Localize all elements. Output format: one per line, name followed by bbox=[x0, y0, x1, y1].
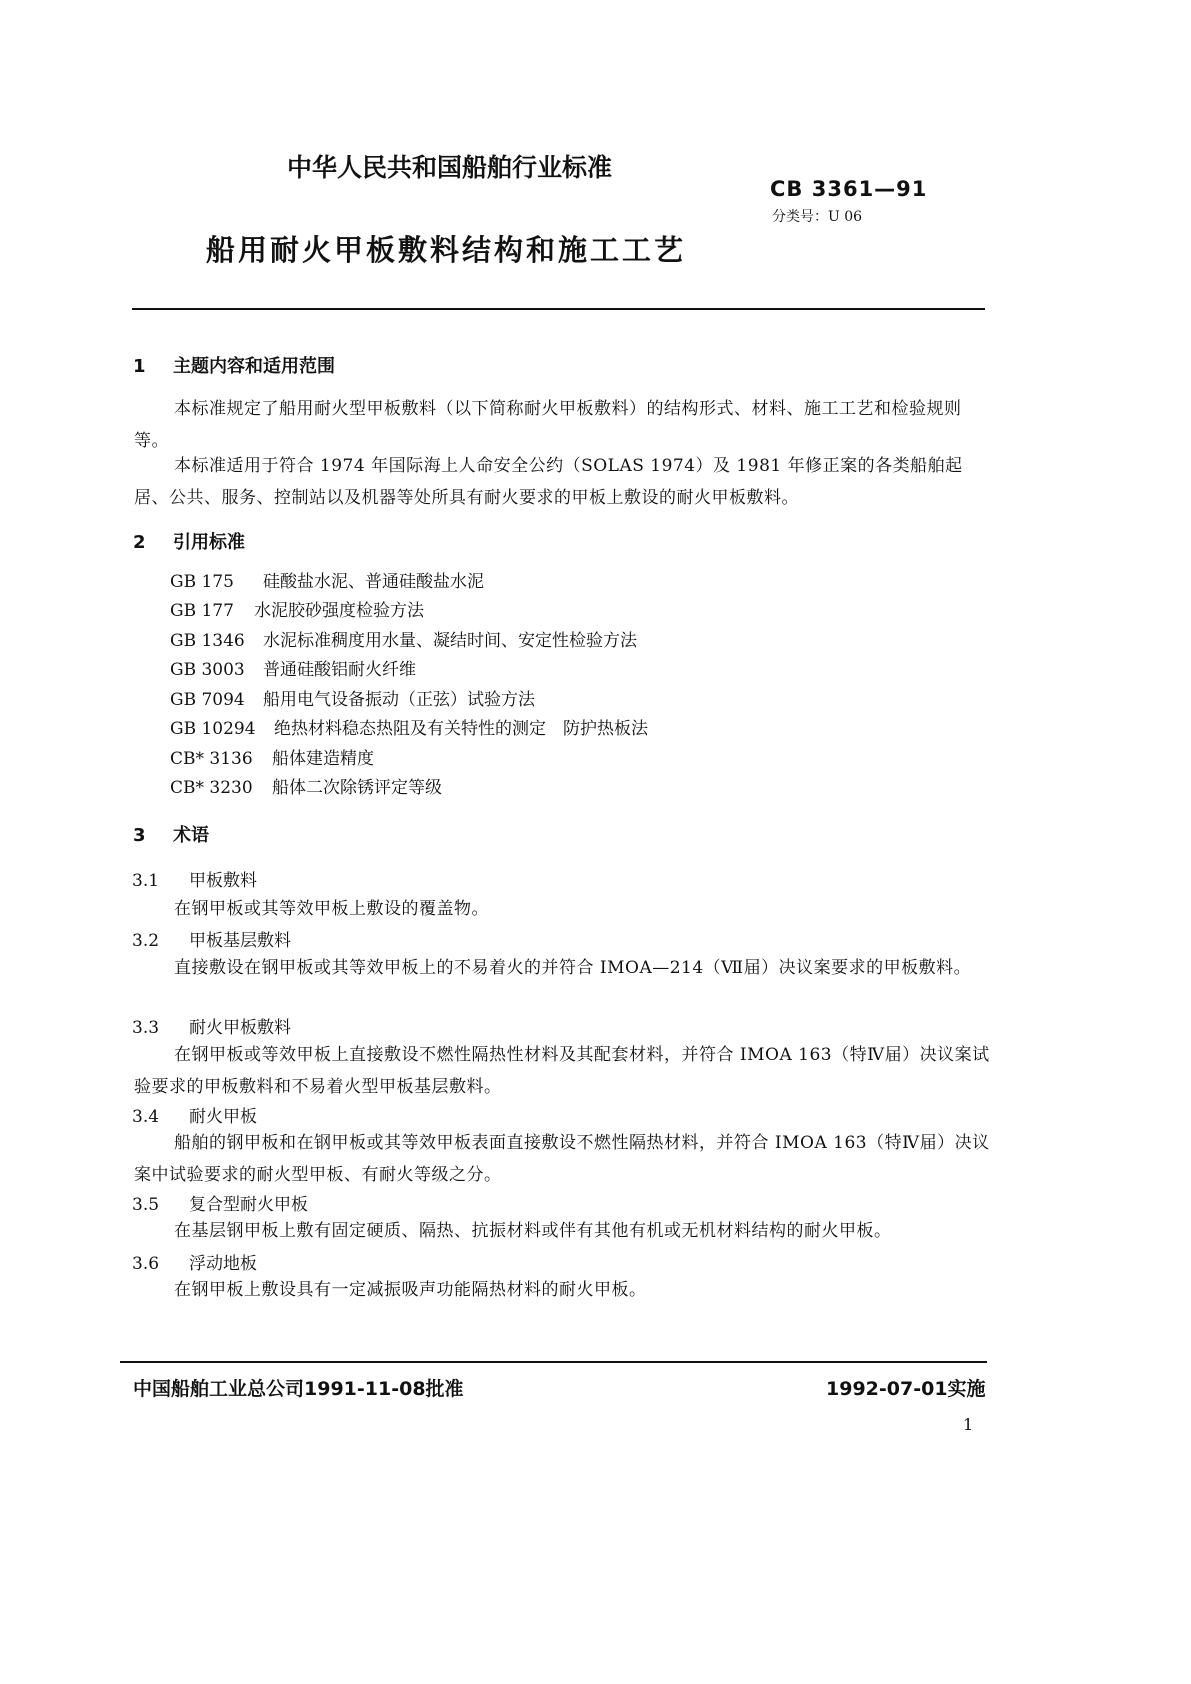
section-1-paragraph-1 bbox=[134, 393, 990, 457]
section-number: 3 bbox=[133, 825, 146, 846]
term-3-3-heading bbox=[132, 1013, 291, 1038]
reference-item bbox=[170, 630, 637, 652]
classification-number: 分类号：U 06 bbox=[772, 209, 863, 225]
definition-text: 在钢甲板或等效甲板上直接敷设不燃性隔热性材料及其配套材料，并符合 IMOA 163（特Ⅳ届）决议案试验要求的甲板敷料和不易着火型甲板基层敷料。 bbox=[134, 1045, 990, 1097]
section-title: 引用标准 bbox=[173, 532, 245, 553]
term-3-1-definition bbox=[174, 893, 990, 925]
reference-code: CB* 3136 bbox=[170, 749, 253, 769]
term-title: 复合型耐火甲板 bbox=[189, 1195, 308, 1215]
reference-code: GB 10294 bbox=[170, 719, 256, 739]
section-2-heading bbox=[133, 528, 245, 554]
definition-text: 在基层钢甲板上敷有固定硬质、隔热、抗振材料或伴有其他有机或无机材料结构的耐火甲板。 bbox=[174, 1221, 892, 1241]
paragraph-text: 本标准适用于符合 1974 年国际海上人命安全公约（SOLAS 1974）及 1981 年修正案的各类船舶起居、公共、服务、控制站以及机器等处所具有耐火要求的甲板上敷设的耐火甲板敷料。 bbox=[134, 456, 963, 508]
section-number: 2 bbox=[133, 532, 146, 553]
section-1-paragraph-2 bbox=[134, 450, 990, 514]
definition-text: 在钢甲板上敷设具有一定减振吸声功能隔热材料的耐火甲板。 bbox=[174, 1280, 647, 1300]
implementation-date: 1992-07-01实施 bbox=[826, 1378, 986, 1400]
reference-name: 船用电气设备振动（正弦）试验方法 bbox=[263, 690, 535, 710]
term-number: 3.6 bbox=[132, 1254, 160, 1274]
reference-code: GB 3003 bbox=[170, 660, 245, 680]
standard-number: CB 3361—91 bbox=[770, 177, 928, 201]
term-title: 耐火甲板敷料 bbox=[189, 1018, 291, 1038]
reference-code: GB 1346 bbox=[170, 631, 245, 651]
term-3-6-heading bbox=[132, 1249, 257, 1274]
reference-item bbox=[170, 600, 424, 622]
reference-name: 水泥胶砂强度检验方法 bbox=[254, 601, 424, 621]
term-3-1-heading bbox=[132, 866, 257, 891]
term-3-5-definition bbox=[174, 1215, 990, 1247]
reference-item bbox=[170, 718, 648, 740]
reference-item bbox=[170, 748, 374, 770]
term-3-6-definition bbox=[174, 1274, 990, 1306]
term-title: 浮动地板 bbox=[189, 1254, 257, 1274]
org-title: 中华人民共和国船舶行业标准 bbox=[287, 153, 613, 182]
reference-item bbox=[170, 689, 535, 711]
reference-code: GB 7094 bbox=[170, 690, 245, 710]
reference-name: 绝热材料稳态热阻及有关特性的测定 防护热板法 bbox=[274, 719, 648, 739]
term-number: 3.5 bbox=[132, 1195, 160, 1215]
section-1-heading bbox=[133, 352, 335, 378]
term-number: 3.1 bbox=[132, 871, 160, 891]
section-title: 术语 bbox=[173, 825, 209, 846]
section-3-heading bbox=[133, 821, 209, 847]
term-3-5-heading bbox=[132, 1190, 308, 1215]
section-number: 1 bbox=[133, 356, 146, 377]
approval-line: 中国船舶工业总公司1991-11-08批准 bbox=[133, 1378, 464, 1400]
term-title: 耐火甲板 bbox=[189, 1107, 257, 1127]
reference-name: 船体二次除锈评定等级 bbox=[272, 778, 442, 798]
term-3-3-definition bbox=[134, 1039, 990, 1103]
reference-code: GB 177 bbox=[170, 601, 234, 621]
header-rule bbox=[132, 308, 985, 310]
term-title: 甲板基层敷料 bbox=[189, 931, 291, 951]
reference-item bbox=[170, 571, 484, 593]
reference-name: 船体建造精度 bbox=[272, 749, 374, 769]
term-number: 3.2 bbox=[132, 931, 160, 951]
term-title: 甲板敷料 bbox=[189, 871, 257, 891]
definition-text: 在钢甲板或其等效甲板上敷设的覆盖物。 bbox=[174, 899, 489, 919]
reference-code: CB* 3230 bbox=[170, 778, 253, 798]
footer-rule bbox=[120, 1361, 987, 1363]
reference-item bbox=[170, 659, 416, 681]
document-title: 船用耐火甲板敷料结构和施工工艺 bbox=[206, 233, 687, 267]
section-title: 主题内容和适用范围 bbox=[173, 356, 335, 377]
reference-name: 普通硅酸铝耐火纤维 bbox=[263, 660, 416, 680]
term-3-2-definition bbox=[134, 952, 990, 984]
term-3-2-heading bbox=[132, 926, 291, 951]
reference-code: GB 175 bbox=[170, 572, 234, 592]
term-3-4-definition bbox=[134, 1127, 990, 1191]
reference-name: 硅酸盐水泥、普通硅酸盐水泥 bbox=[263, 572, 484, 592]
page-number: 1 bbox=[963, 1415, 974, 1434]
term-number: 3.3 bbox=[132, 1018, 160, 1038]
definition-text: 船舶的钢甲板和在钢甲板或其等效甲板表面直接敷设不燃性隔热材料，并符合 IMOA 163（特Ⅳ届）决议案中试验要求的耐火型甲板、有耐火等级之分。 bbox=[134, 1133, 990, 1185]
reference-item bbox=[170, 777, 442, 799]
reference-name: 水泥标准稠度用水量、凝结时间、安定性检验方法 bbox=[263, 631, 637, 651]
definition-text: 直接敷设在钢甲板或其等效甲板上的不易着火的并符合 IMOA—214（Ⅶ届）决议案要求的甲板敷料。 bbox=[174, 958, 972, 978]
paragraph-text: 本标准规定了船用耐火型甲板敷料（以下简称耐火甲板敷料）的结构形式、材料、施工工艺和检验规则等。 bbox=[134, 399, 962, 451]
term-3-4-heading bbox=[132, 1102, 257, 1127]
term-number: 3.4 bbox=[132, 1107, 160, 1127]
